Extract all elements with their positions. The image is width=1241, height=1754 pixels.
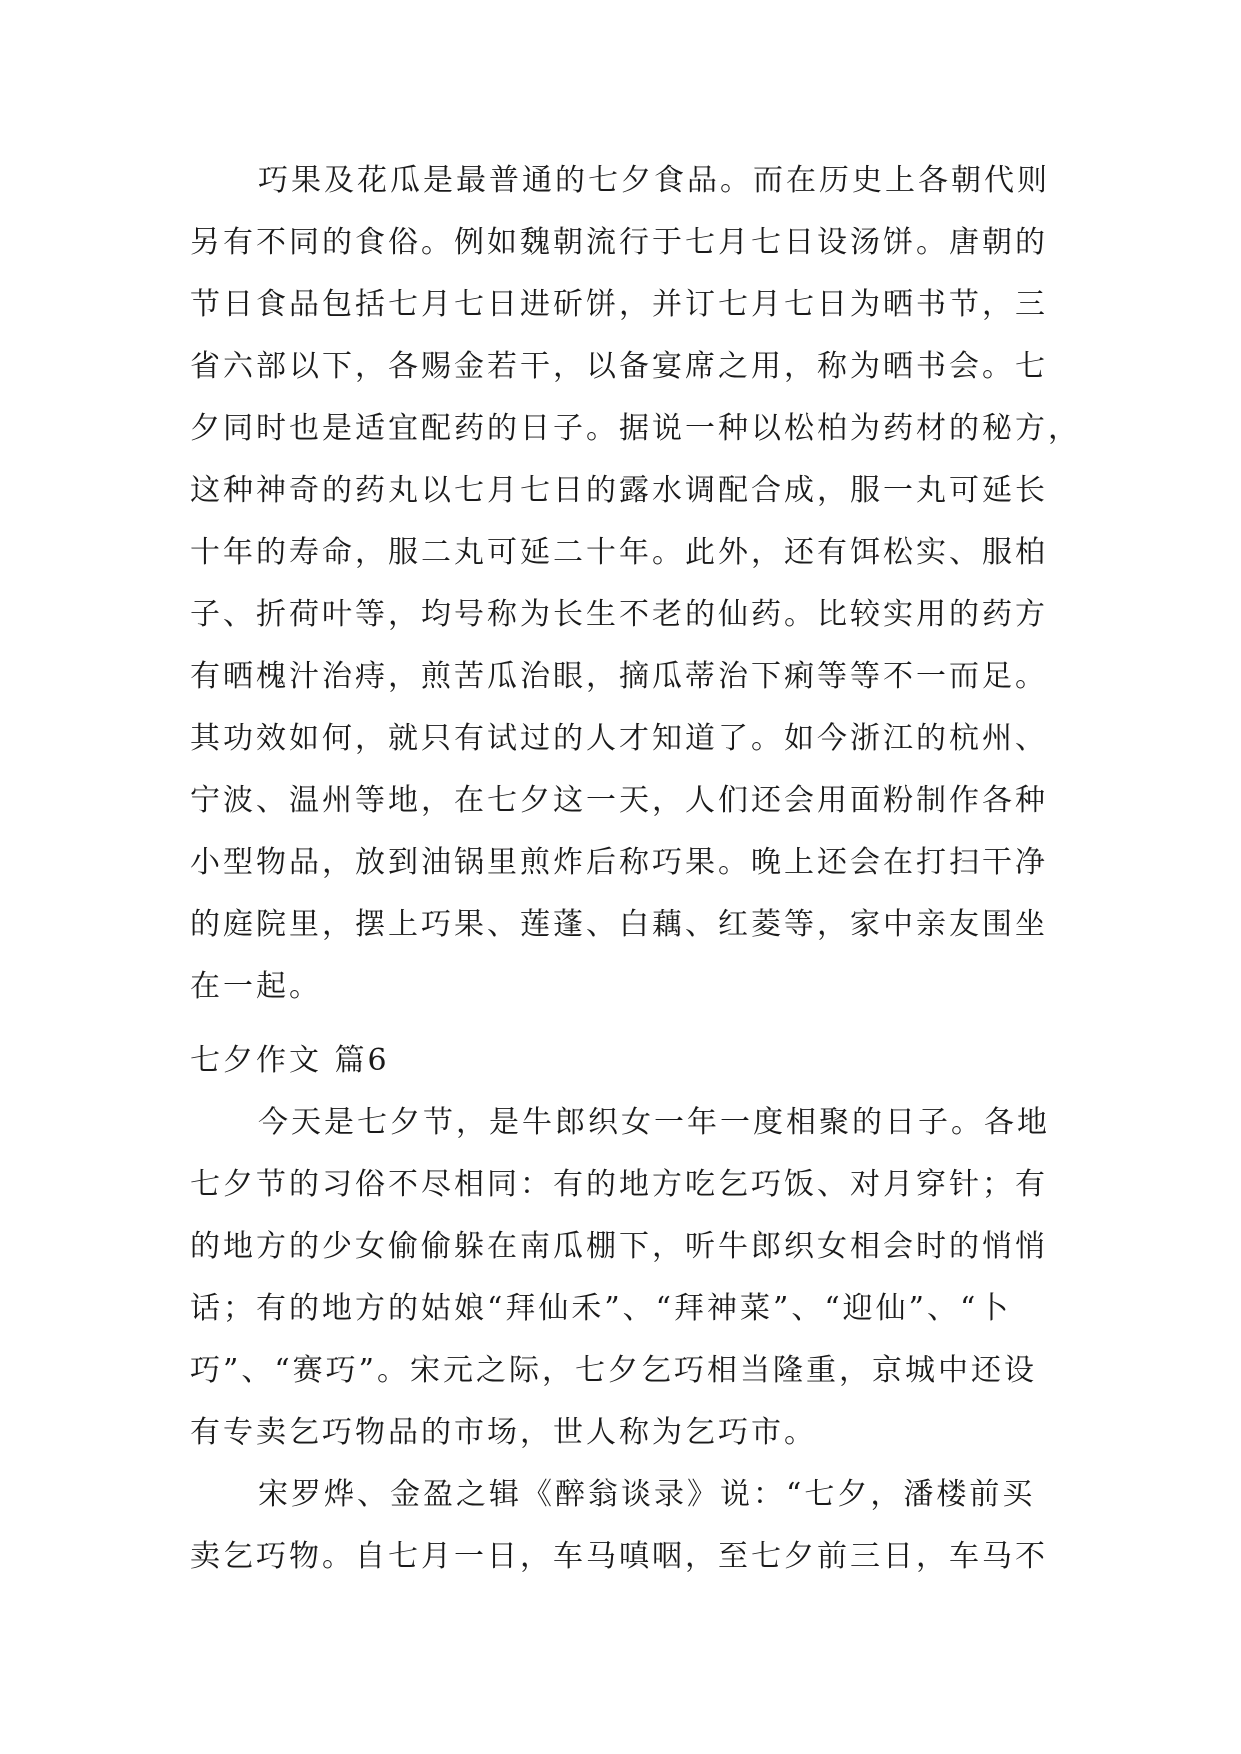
text-line: 其功效如何，就只有试过的人才知道了。如今浙江的杭州、 <box>190 721 1048 756</box>
text-line: 这种神奇的药丸以七月七日的露水调配合成，服一丸可延长 <box>190 473 1048 508</box>
text-line: 另有不同的食俗。例如魏朝流行于七月七日设汤饼。唐朝的 <box>190 225 1048 260</box>
text-line: 子、折荷叶等，均号称为长生不老的仙药。比较实用的药方 <box>190 597 1048 632</box>
text-line: 话；有的地方的姑娘“拜仙禾”、“拜神菜”、“迎仙”、“卜 <box>190 1291 1012 1326</box>
paragraph-food-customs <box>190 150 1081 1018</box>
text-line: 小型物品，放到油锅里煎炸后称巧果。晚上还会在打扫干净 <box>190 845 1048 880</box>
text-line: 的地方的少女偷偷躲在南瓜棚下，听牛郎织女相会时的悄悄 <box>190 1229 1048 1264</box>
text-line: 巧果及花瓜是最普通的七夕食品。而在历史上各朝代则 <box>258 163 1050 198</box>
text-line: 的庭院里，摆上巧果、莲蓬、白藕、红菱等，家中亲友围坐 <box>190 907 1048 942</box>
text-line: 卖乞巧物。自七月一日，车马嗔咽，至七夕前三日，车马不 <box>190 1539 1048 1574</box>
text-line: 夕同时也是适宜配药的日子。据说一种以松柏为药材的秘方， <box>190 411 1081 446</box>
text-line: 十年的寿命，服二丸可延二十年。此外，还有饵松实、服柏 <box>190 535 1048 570</box>
text-line: 巧”、“赛巧”。宋元之际，七夕乞巧相当隆重，京城中还设 <box>190 1353 1038 1388</box>
section-heading <box>190 1030 1060 1092</box>
text-line: 在一起。 <box>190 969 322 1004</box>
heading-text: 七夕作文 篇6 <box>190 1043 390 1078</box>
text-line: 今天是七夕节，是牛郎织女一年一度相聚的日子。各地 <box>258 1105 1050 1140</box>
text-line: 有专卖乞巧物品的市场，世人称为乞巧市。 <box>190 1415 817 1450</box>
paragraph-qixi-essay <box>190 1092 1060 1588</box>
text-line: 有晒槐汁治痔，煎苦瓜治眼，摘瓜蒂治下痢等等不一而足。 <box>190 659 1048 694</box>
text-line: 宁波、温州等地，在七夕这一天，人们还会用面粉制作各种 <box>190 783 1048 818</box>
text-line: 宋罗烨、金盈之辑《醉翁谈录》说：“七夕，潘楼前买 <box>258 1477 1036 1512</box>
text-line: 省六部以下，各赐金若干，以备宴席之用，称为晒书会。七 <box>190 349 1048 384</box>
text-line: 节日食品包括七月七日进斫饼，并订七月七日为晒书节，三 <box>190 287 1048 322</box>
text-line: 七夕节的习俗不尽相同：有的地方吃乞巧饭、对月穿针；有 <box>190 1167 1048 1202</box>
